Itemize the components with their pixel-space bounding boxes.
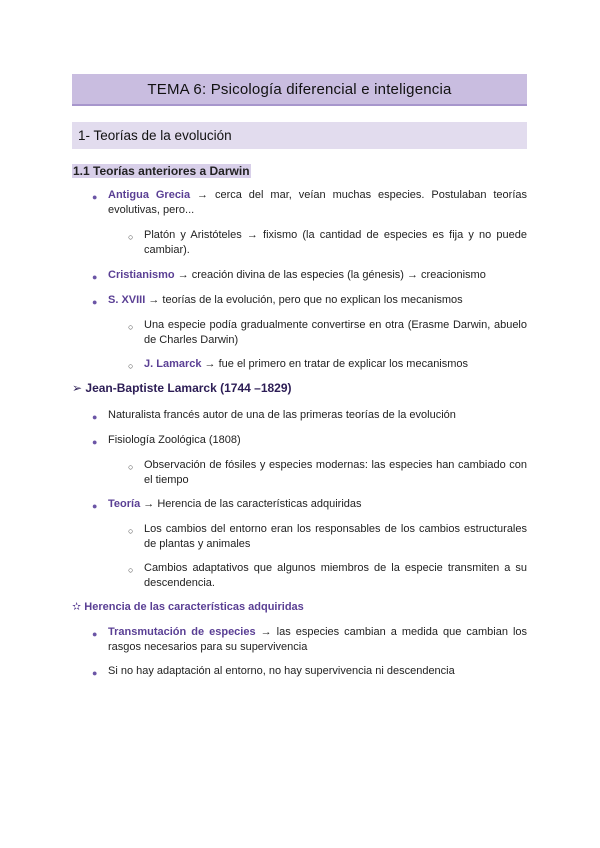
bullet-icon: ● xyxy=(92,668,98,678)
bullet-icon: ● xyxy=(92,272,98,282)
section-banner xyxy=(72,122,527,149)
list-item-antigua-grecia xyxy=(108,188,527,218)
list-item-fisiologia xyxy=(108,433,527,448)
item-text: → teorías de la evolución, pero que no explican los mecanismos xyxy=(145,294,463,306)
keyword: Teoría xyxy=(108,498,141,510)
lamarck-heading: ➢ Jean-Baptiste Lamarck (1744 –1829) xyxy=(72,381,292,395)
item-text: → cerca del mar, veían muchas especies. Postulaban teorías evolutivas, pero... xyxy=(108,189,528,216)
bullet-icon: ● xyxy=(92,297,98,307)
sub-bullet-icon: ○ xyxy=(128,361,134,371)
section-heading: 1- Teorías de la evolución xyxy=(78,128,232,143)
subsection-heading xyxy=(72,164,251,178)
title-banner xyxy=(72,74,527,106)
list-item-teoria xyxy=(108,497,527,512)
bullet-icon: ● xyxy=(92,629,98,639)
list-item-no-adaptacion xyxy=(108,664,527,679)
sub-bullet-icon: ○ xyxy=(128,526,134,536)
bullet-icon: ● xyxy=(92,501,98,511)
keyword: Transmutación de especies xyxy=(108,626,256,638)
item-text: → creación divina de las especies (la génesis) → creacionismo xyxy=(174,269,486,281)
item-text: → las especies cambian a medida que cambian los rasgos necesarios para su supervivencia xyxy=(108,626,528,653)
item-text: → fue el primero en tratar de explicar los mecanismos xyxy=(201,358,469,370)
item-text: Cambios adaptativos que algunos miembros de la especie transmiten a su descendencia. xyxy=(144,562,527,589)
item-text: Una especie podía gradualmente convertirse en otra (Erasme Darwin, abuelo de Charles Darwin) xyxy=(144,319,527,346)
list-item-transmutacion xyxy=(108,625,527,655)
list-item-cambios-entorno xyxy=(144,522,527,552)
item-text: Los cambios del entorno eran los responsables de los cambios estructurales de plantas y animales xyxy=(144,523,527,550)
item-text: Si no hay adaptación al entorno, no hay supervivencia ni descendencia xyxy=(108,665,455,677)
keyword: S. XVIII xyxy=(108,294,146,306)
list-item-cristianismo xyxy=(108,268,527,283)
sub-bullet-icon: ○ xyxy=(128,462,134,472)
list-item-j-lamarck xyxy=(144,357,527,372)
list-item-observacion xyxy=(144,458,527,488)
keyword: J. Lamarck xyxy=(144,358,202,370)
sub-bullet-icon: ○ xyxy=(128,565,134,575)
bullet-icon: ● xyxy=(92,412,98,422)
item-text: Platón y Aristóteles → fixismo (la cantidad de especies es fija y no puede cambiar). xyxy=(144,229,527,256)
list-item-cambios-adaptativos xyxy=(144,561,527,591)
list-item-erasme xyxy=(144,318,527,348)
item-text: Fisiología Zoológica (1808) xyxy=(108,434,241,446)
bullet-icon: ● xyxy=(92,437,98,447)
keyword: Cristianismo xyxy=(108,269,175,281)
keyword: Antigua Grecia xyxy=(108,189,191,201)
item-text: → Herencia de las características adquiridas xyxy=(140,498,362,510)
page-title: TEMA 6: Psicología diferencial e inteligencia xyxy=(147,80,452,98)
list-item-platon xyxy=(144,228,527,258)
list-item-s-xviii xyxy=(108,293,527,308)
herencia-heading: ✫ Herencia de las características adquiridas xyxy=(72,601,304,613)
sub-bullet-icon: ○ xyxy=(128,322,134,332)
bullet-icon: ● xyxy=(92,192,98,202)
subsection-heading-text: 1.1 Teorías anteriores a Darwin xyxy=(73,164,250,178)
item-text: Observación de fósiles y especies modernas: las especies han cambiado con el tiempo xyxy=(144,459,527,486)
item-text: Naturalista francés autor de una de las primeras teorías de la evolución xyxy=(108,409,456,421)
list-item-naturalista xyxy=(108,408,527,423)
sub-bullet-icon: ○ xyxy=(128,232,134,242)
